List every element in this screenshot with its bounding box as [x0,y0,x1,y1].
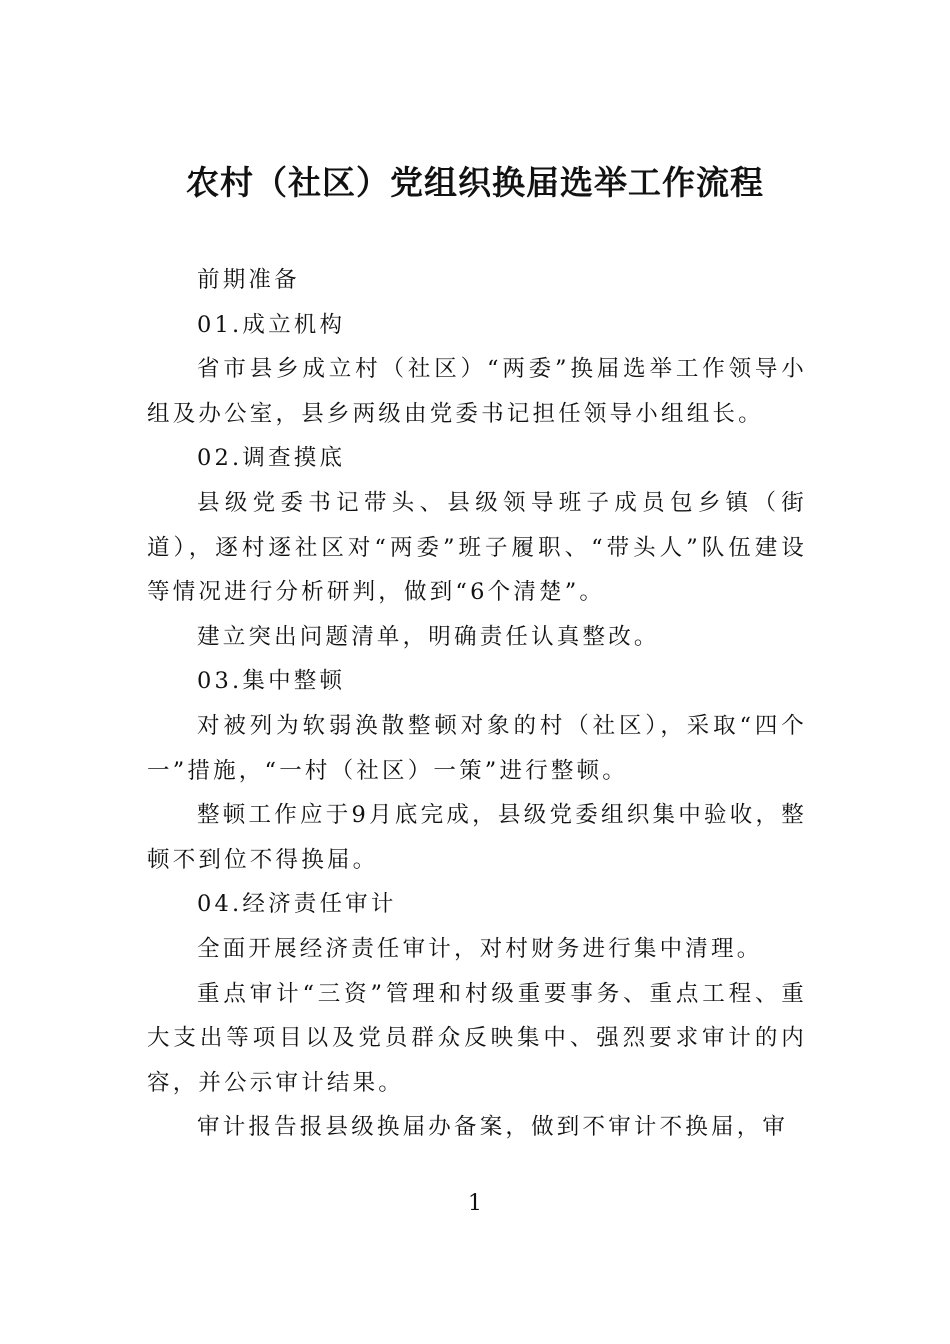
body-paragraph: 县级党委书记带头、县级领导班子成员包乡镇（街道），逐村逐社区对“两委”班子履职、“带头人”队伍建设等情况进行分析研判，做到“6个清楚”。 [147,489,807,606]
body-paragraph: 对被列为软弱涣散整顿对象的村（社区），采取“四个一”措施，“一村（社区）一策”进行整顿。 [147,712,807,784]
body-paragraph: 全面开展经济责任审计，对村财务进行集中清理。 [197,935,763,962]
document-body [147,258,807,1150]
body-paragraph: 建立突出问题清单，明确责任认真整改。 [197,623,660,650]
subsection-heading: 04.经济责任审计 [197,891,397,918]
page-number: 1 [468,1191,482,1216]
subsection-heading: 02.调查摸底 [197,445,346,472]
body-paragraph: 省市县乡成立村（社区）“两委”换届选举工作领导小组及办公室，县乡两级由党委书记担任领导小组组长。 [147,356,807,427]
body-paragraph: 重点审计“三资”管理和村级重要事务、重点工程、重大支出等项目以及党员群众反映集中、强烈要求审计的内容，并公示审计结果。 [147,980,807,1096]
section-heading: 前期准备 [197,267,300,293]
body-paragraph: 审计报告报县级换届办备案，做到不审计不换届，审 [197,1114,789,1141]
document-title: 农村（社区）党组织换届选举工作流程 [186,163,764,202]
subsection-heading: 03.集中整顿 [197,668,346,695]
body-paragraph: 整顿工作应于9月底完成，县级党委组织集中验收，整顿不到位不得换届。 [147,802,807,873]
subsection-heading: 01.成立机构 [197,311,346,338]
